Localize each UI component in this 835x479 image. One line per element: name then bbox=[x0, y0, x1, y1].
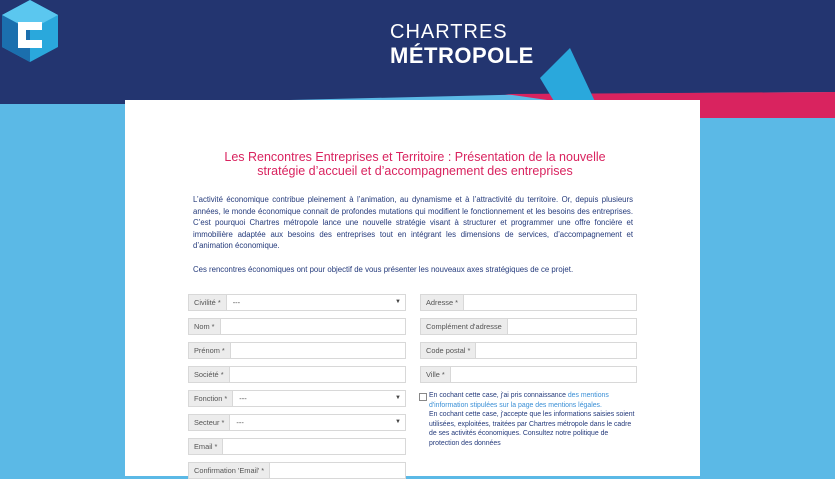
code-postal-input[interactable] bbox=[476, 343, 636, 358]
page-title: Les Rencontres Entreprises et Territoire : Présentation de la nouvelle stratégie d’accueil et d’accompagnement des entreprises bbox=[224, 150, 606, 178]
civilite-value[interactable] bbox=[227, 295, 405, 310]
prenom-label: Prénom * bbox=[189, 343, 231, 358]
fonction-select[interactable] bbox=[188, 390, 406, 407]
adresse-input[interactable] bbox=[464, 295, 636, 310]
nom-input[interactable] bbox=[221, 319, 405, 334]
left-band bbox=[0, 95, 125, 476]
fonction-selected: --- bbox=[239, 394, 247, 403]
confirmation-email-field[interactable] bbox=[188, 462, 406, 479]
societe-field[interactable] bbox=[188, 366, 406, 383]
fonction-label: Fonction * bbox=[189, 391, 233, 406]
complement-adresse-label: Complément d'adresse bbox=[421, 319, 508, 334]
fonction-value[interactable] bbox=[233, 391, 405, 406]
code-postal-field[interactable] bbox=[420, 342, 637, 359]
complement-adresse-input[interactable] bbox=[508, 319, 636, 334]
nom-label: Nom * bbox=[189, 319, 221, 334]
chartres-logo-icon bbox=[0, 0, 60, 62]
email-label: Email * bbox=[189, 439, 223, 454]
civilite-selected: --- bbox=[232, 298, 241, 307]
chevron-down-icon: ▼ bbox=[395, 419, 401, 425]
consent-text bbox=[429, 391, 639, 449]
legal-mentions-link[interactable]: des mentions d'information stipulées sur la page des mentions légales. bbox=[429, 392, 609, 409]
confirmation-email-label: Confirmation 'Email' * bbox=[189, 463, 270, 478]
email-field[interactable] bbox=[188, 438, 406, 455]
intro-paragraph: L’activité économique contribue pleinement à l’animation, au dynamisme et à l’attractivité du territoire. Or, depuis plusieurs années, le monde économique connait de profondes mutations qui modifient le fonctionnement et les besoins des entreprises. C’est pourquoi Chartres métropole lance une nouvelle stratégie visant à structurer et programmer une offre foncière et immobilière adaptée aux besoins des entreprises tout en intégrant les dimensions de services, d’accompagnement et d’animation économique. bbox=[193, 195, 633, 250]
chevron-down-icon: ▼ bbox=[395, 299, 401, 305]
adresse-label: Adresse * bbox=[421, 295, 464, 310]
intro-objective: Ces rencontres économiques ont pour objectif de vous présenter les nouveaux axes stratégiques de ce projet. bbox=[193, 265, 574, 274]
brand-line2: MÉTROPOLE bbox=[390, 43, 534, 68]
societe-label: Société * bbox=[189, 367, 230, 382]
civilite-label: Civilité * bbox=[189, 295, 227, 310]
chevron-down-icon: ▼ bbox=[395, 395, 401, 401]
ville-field[interactable] bbox=[420, 366, 637, 383]
secteur-label: Secteur * bbox=[189, 415, 230, 430]
ville-label: Ville * bbox=[421, 367, 451, 382]
complement-adresse-field[interactable] bbox=[420, 318, 637, 335]
brand-line1: CHARTRES bbox=[390, 21, 508, 43]
prenom-input[interactable] bbox=[231, 343, 405, 358]
secteur-select[interactable] bbox=[188, 414, 406, 431]
adresse-field[interactable] bbox=[420, 294, 637, 311]
societe-input[interactable] bbox=[230, 367, 405, 382]
civilite-select[interactable] bbox=[188, 294, 406, 311]
right-band bbox=[700, 118, 835, 476]
consent-text-2: En cochant cette case, j'accepte que les informations saisies soient utilisées, exploitées, traitées par Chartres métropole dans le cadre de ses activités économiques. Consultez notre politique de protection des données bbox=[429, 411, 635, 447]
prenom-field[interactable] bbox=[188, 342, 406, 359]
secteur-value[interactable] bbox=[230, 415, 405, 430]
consent-checkbox[interactable] bbox=[419, 393, 427, 401]
brand-name bbox=[390, 22, 534, 67]
nom-field[interactable] bbox=[188, 318, 406, 335]
secteur-selected: --- bbox=[236, 418, 244, 427]
email-input[interactable] bbox=[223, 439, 405, 454]
ville-input[interactable] bbox=[451, 367, 636, 382]
code-postal-label: Code postal * bbox=[421, 343, 476, 358]
consent-text-1: En cochant cette case, j'ai pris connaissance bbox=[429, 392, 568, 399]
